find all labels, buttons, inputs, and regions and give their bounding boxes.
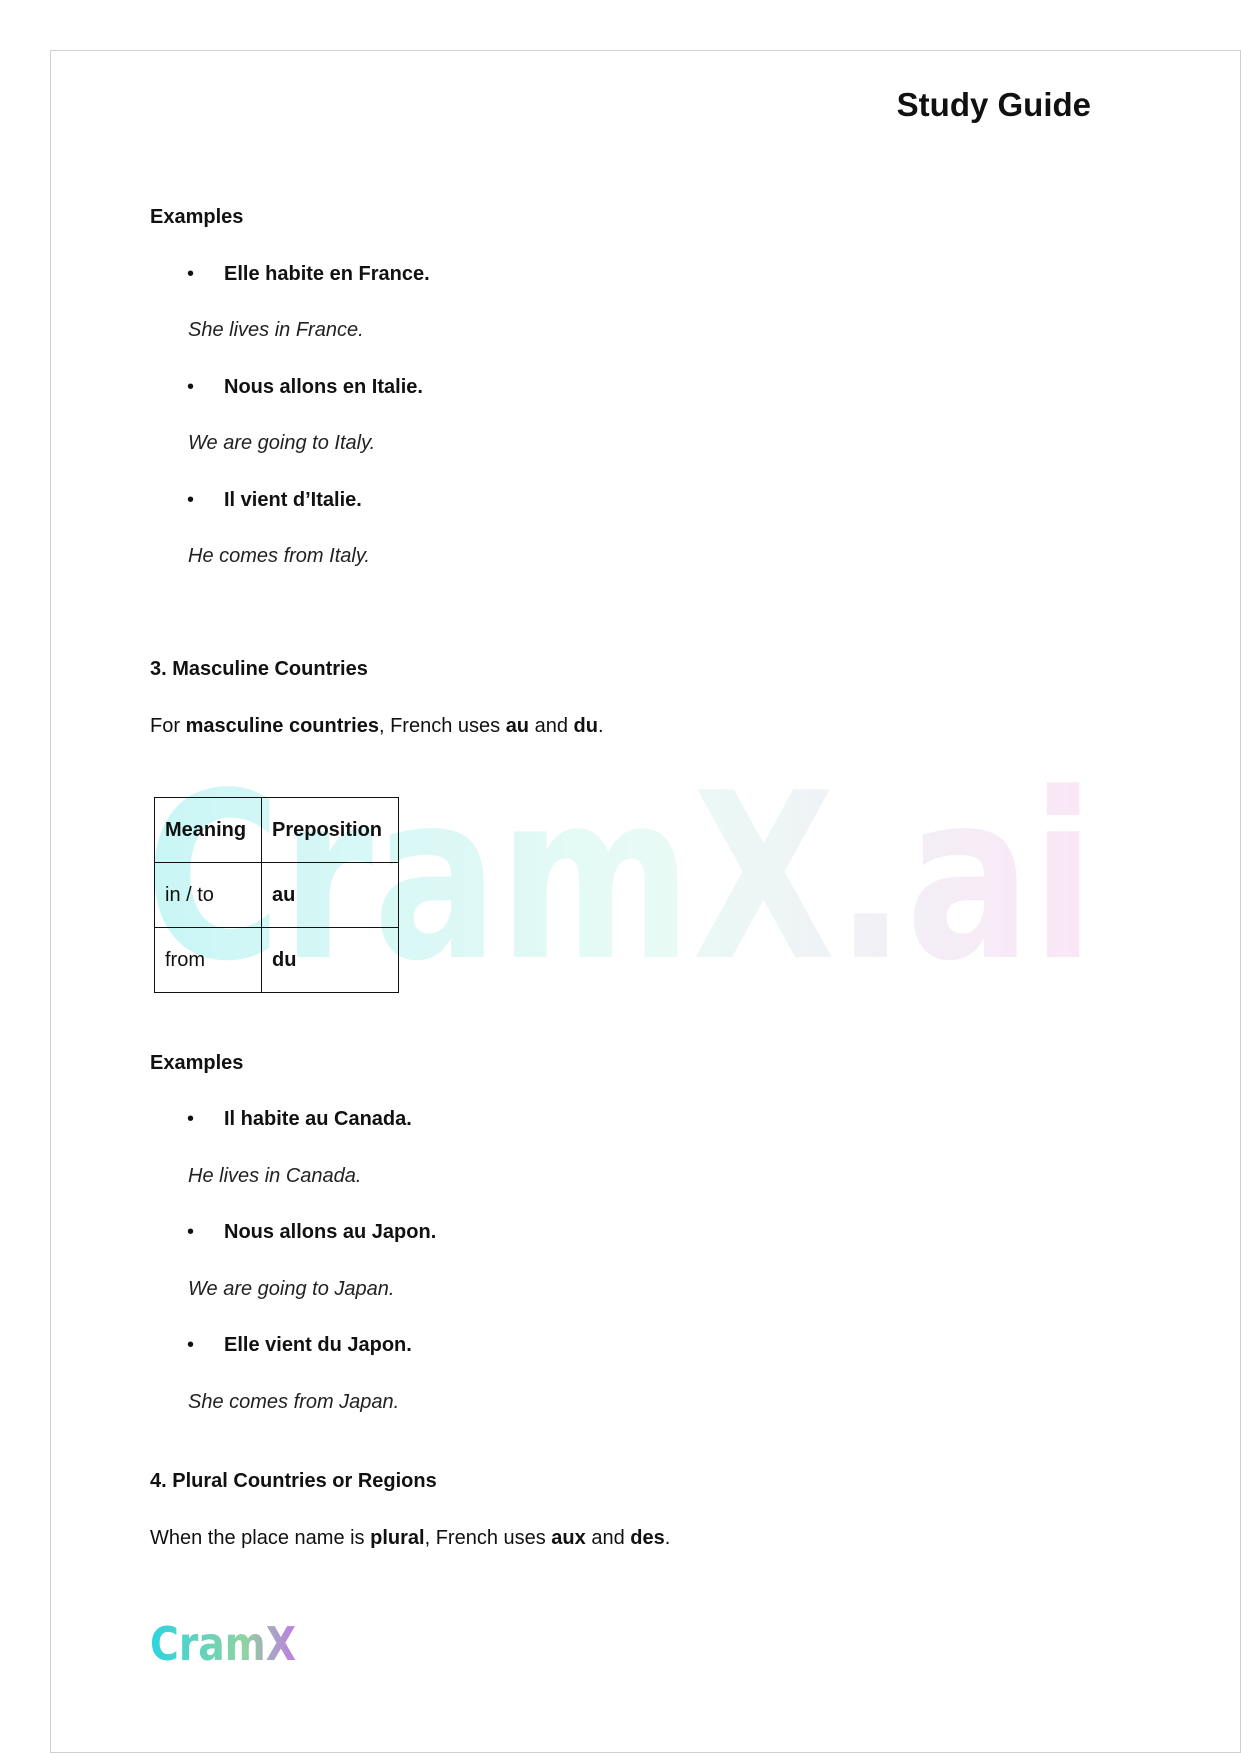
watermark-text: CramX.ai	[145, 752, 1095, 992]
example-french: Nous allons au Japon.	[224, 1221, 437, 1243]
bullet-icon: •	[187, 1221, 195, 1243]
bullet-icon: •	[187, 263, 195, 285]
example-french: Elle vient du Japon.	[224, 1334, 412, 1356]
examples-heading: Examples	[150, 206, 244, 228]
example-french: Nous allons en Italie.	[224, 376, 423, 398]
page-title: Study Guide	[896, 86, 1091, 123]
section-intro: When the place name is plural, French uses aux and des.	[150, 1527, 671, 1549]
section-heading: 4. Plural Countries or Regions	[150, 1470, 437, 1492]
preposition-table	[154, 797, 399, 993]
example-translation: We are going to Italy.	[188, 432, 376, 454]
table-header-row	[155, 798, 399, 863]
example-french: Il habite au Canada.	[224, 1108, 412, 1130]
list-item	[187, 489, 362, 512]
table-row	[155, 863, 399, 928]
table-header: Meaning	[155, 798, 262, 863]
example-translation: She lives in France.	[188, 319, 364, 341]
logo-text: CramX	[150, 1618, 296, 1668]
list-item	[187, 1221, 436, 1244]
examples-heading: Examples	[150, 1052, 244, 1074]
preposition-cell: du	[262, 928, 399, 993]
bullet-icon: •	[187, 1108, 195, 1130]
meaning-cell: from	[155, 928, 262, 993]
bullet-icon: •	[187, 489, 195, 511]
list-item	[187, 1334, 412, 1357]
example-translation: He lives in Canada.	[188, 1165, 362, 1187]
example-french: Il vient d’Italie.	[224, 489, 362, 511]
section-intro: For masculine countries, French uses au and du.	[150, 715, 604, 737]
table-header: Preposition	[262, 798, 399, 863]
section-heading: 3. Masculine Countries	[150, 658, 368, 680]
example-translation: We are going to Japan.	[188, 1278, 395, 1300]
example-translation: She comes from Japan.	[188, 1391, 400, 1413]
table-row	[155, 928, 399, 993]
example-translation: He comes from Italy.	[188, 545, 370, 567]
bullet-icon: •	[187, 376, 195, 398]
list-item	[187, 263, 430, 286]
list-item	[187, 1108, 412, 1131]
list-item	[187, 376, 423, 399]
preposition-cell: au	[262, 863, 399, 928]
example-french: Elle habite en France.	[224, 263, 430, 285]
meaning-cell: in / to	[155, 863, 262, 928]
bullet-icon: •	[187, 1334, 195, 1356]
cramx-logo	[150, 1618, 300, 1668]
